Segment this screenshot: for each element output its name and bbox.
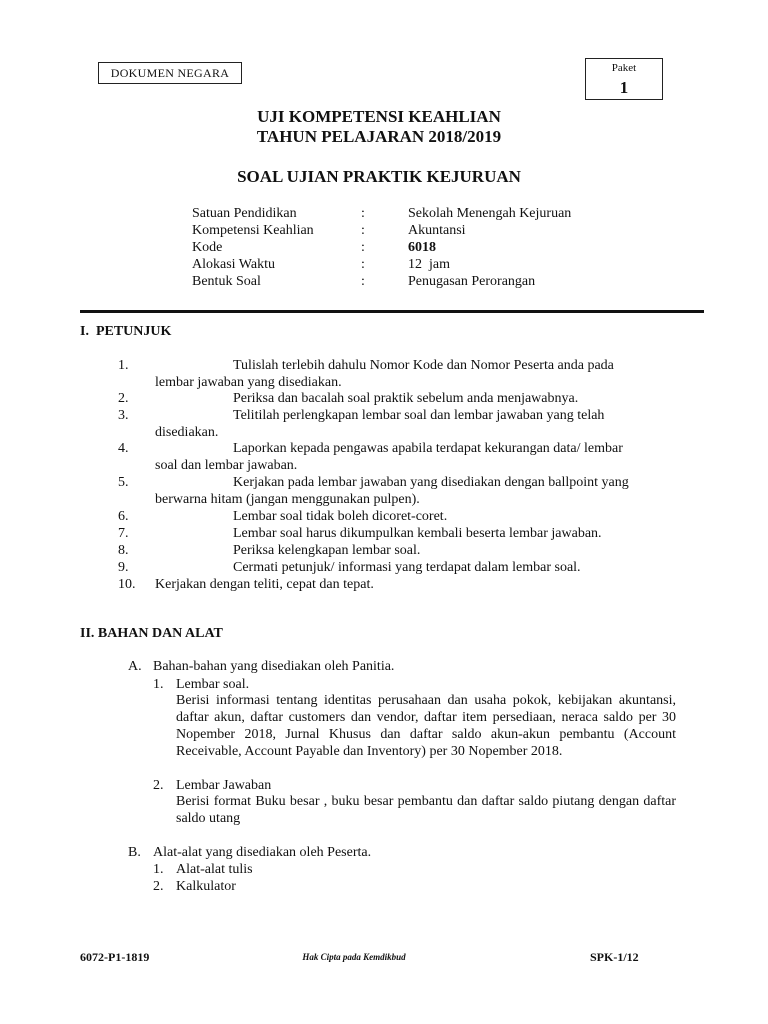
list-number: 10. (118, 577, 136, 592)
info-value: Penugasan Perorangan (408, 274, 536, 289)
info-label: Kode (192, 240, 223, 255)
list-number: 8. (118, 543, 129, 558)
list-item-text: Laporkan kepada pengawas apabila terdapat kekurangan data/ lembar (233, 441, 623, 456)
subsection-title: Alat-alat yang disediakan oleh Peserta. (153, 845, 372, 860)
list-number: 4. (118, 441, 129, 456)
list-item-text: berwarna hitam (jangan menggunakan pulpen). (155, 492, 420, 507)
subsection-letter: A. (128, 659, 142, 674)
list-item-text: Periksa dan bacalah soal praktik sebelum anda menjawabnya. (233, 391, 579, 406)
subsection-title: Bahan-bahan yang disediakan oleh Panitia. (153, 659, 395, 674)
info-value: Sekolah Menengah Kejuruan (408, 206, 572, 221)
info-separator: : (361, 257, 365, 272)
list-item-description: Berisi informasi tentang identitas perusahaan dan usaha pokok, kebijakan akuntansi, daftar akun, daftar customers dan vendor, daftar item persediaan, neraca saldo per 30 Nopember 2018, Jurnal Khusus dan daftar saldo akun-akun pembantu (Account Receivable, Account Payable dan Inventory) per 30 Nopember 2018. (176, 693, 676, 759)
info-separator: : (361, 206, 365, 221)
paket-label: Paket (611, 62, 637, 74)
list-item-text: disediakan. (155, 425, 219, 440)
info-value-code: 6018 (408, 240, 436, 255)
paket-number: 1 (619, 78, 629, 97)
horizontal-divider (80, 310, 704, 313)
subsection-letter: B. (128, 845, 141, 860)
list-item-text: Tulislah terlebih dahulu Nomor Kode dan Nomor Peserta anda pada (233, 358, 614, 373)
list-item-text: Telitilah perlengkapan lembar soal dan lembar jawaban yang telah (233, 408, 605, 423)
list-number: 2. (153, 778, 164, 793)
list-item-title: Lembar soal. (176, 677, 250, 692)
list-number: 2. (153, 879, 164, 894)
list-item-text: soal dan lembar jawaban. (155, 458, 298, 473)
section-heading-petunjuk: I. PETUNJUK (80, 324, 172, 339)
list-item-text: lembar jawaban yang disediakan. (155, 375, 342, 390)
document-classification-box: DOKUMEN NEGARA (98, 62, 242, 84)
list-number: 7. (118, 526, 129, 541)
list-item-text: Cermati petunjuk/ informasi yang terdapat dalam lembar soal. (233, 560, 581, 575)
list-item-title: Lembar Jawaban (176, 778, 272, 793)
list-item-text: Lembar soal harus dikumpulkan kembali beserta lembar jawaban. (233, 526, 602, 541)
school-year-title: TAHUN PELAJARAN 2018/2019 (256, 127, 502, 146)
section-heading-bahan-alat: II. BAHAN DAN ALAT (80, 626, 223, 641)
info-value: 12 jam (408, 257, 450, 272)
list-number: 1. (153, 862, 164, 877)
list-number: 9. (118, 560, 129, 575)
info-value: Akuntansi (408, 223, 466, 238)
paket-box (585, 58, 663, 100)
info-separator: : (361, 274, 365, 289)
list-number: 3. (118, 408, 129, 423)
list-number: 1. (118, 358, 129, 373)
list-number: 5. (118, 475, 129, 490)
list-number: 2. (118, 391, 129, 406)
list-item-text: Alat-alat tulis (176, 862, 253, 877)
info-separator: : (361, 240, 365, 255)
info-label: Alokasi Waktu (192, 257, 275, 272)
exam-title: UJI KOMPETENSI KEAHLIAN (257, 107, 501, 126)
footer-doc-code: 6072-P1-1819 (80, 950, 150, 964)
footer-page-number: SPK-1/12 (590, 950, 639, 964)
info-label: Kompetensi Keahlian (192, 223, 314, 238)
exam-subtitle: SOAL UJIAN PRAKTIK KEJURUAN (237, 167, 521, 186)
list-item-text: Periksa kelengkapan lembar soal. (233, 543, 421, 558)
info-label: Bentuk Soal (192, 274, 261, 289)
list-item-description: Berisi format Buku besar , buku besar pembantu dan daftar saldo piutang dengan daftar saldo utang (176, 794, 676, 826)
list-number: 6. (118, 509, 129, 524)
info-separator: : (361, 223, 365, 238)
footer-copyright: Hak Cipta pada Kemdikbud (302, 952, 406, 962)
list-number: 1. (153, 677, 164, 692)
list-item-text: Kerjakan dengan teliti, cepat dan tepat. (155, 577, 374, 592)
list-item-text: Kerjakan pada lembar jawaban yang disediakan dengan ballpoint yang (233, 475, 629, 490)
info-label: Satuan Pendidikan (192, 206, 297, 221)
list-item-text: Lembar soal tidak boleh dicoret-coret. (233, 509, 448, 524)
list-item-text: Kalkulator (176, 879, 236, 894)
